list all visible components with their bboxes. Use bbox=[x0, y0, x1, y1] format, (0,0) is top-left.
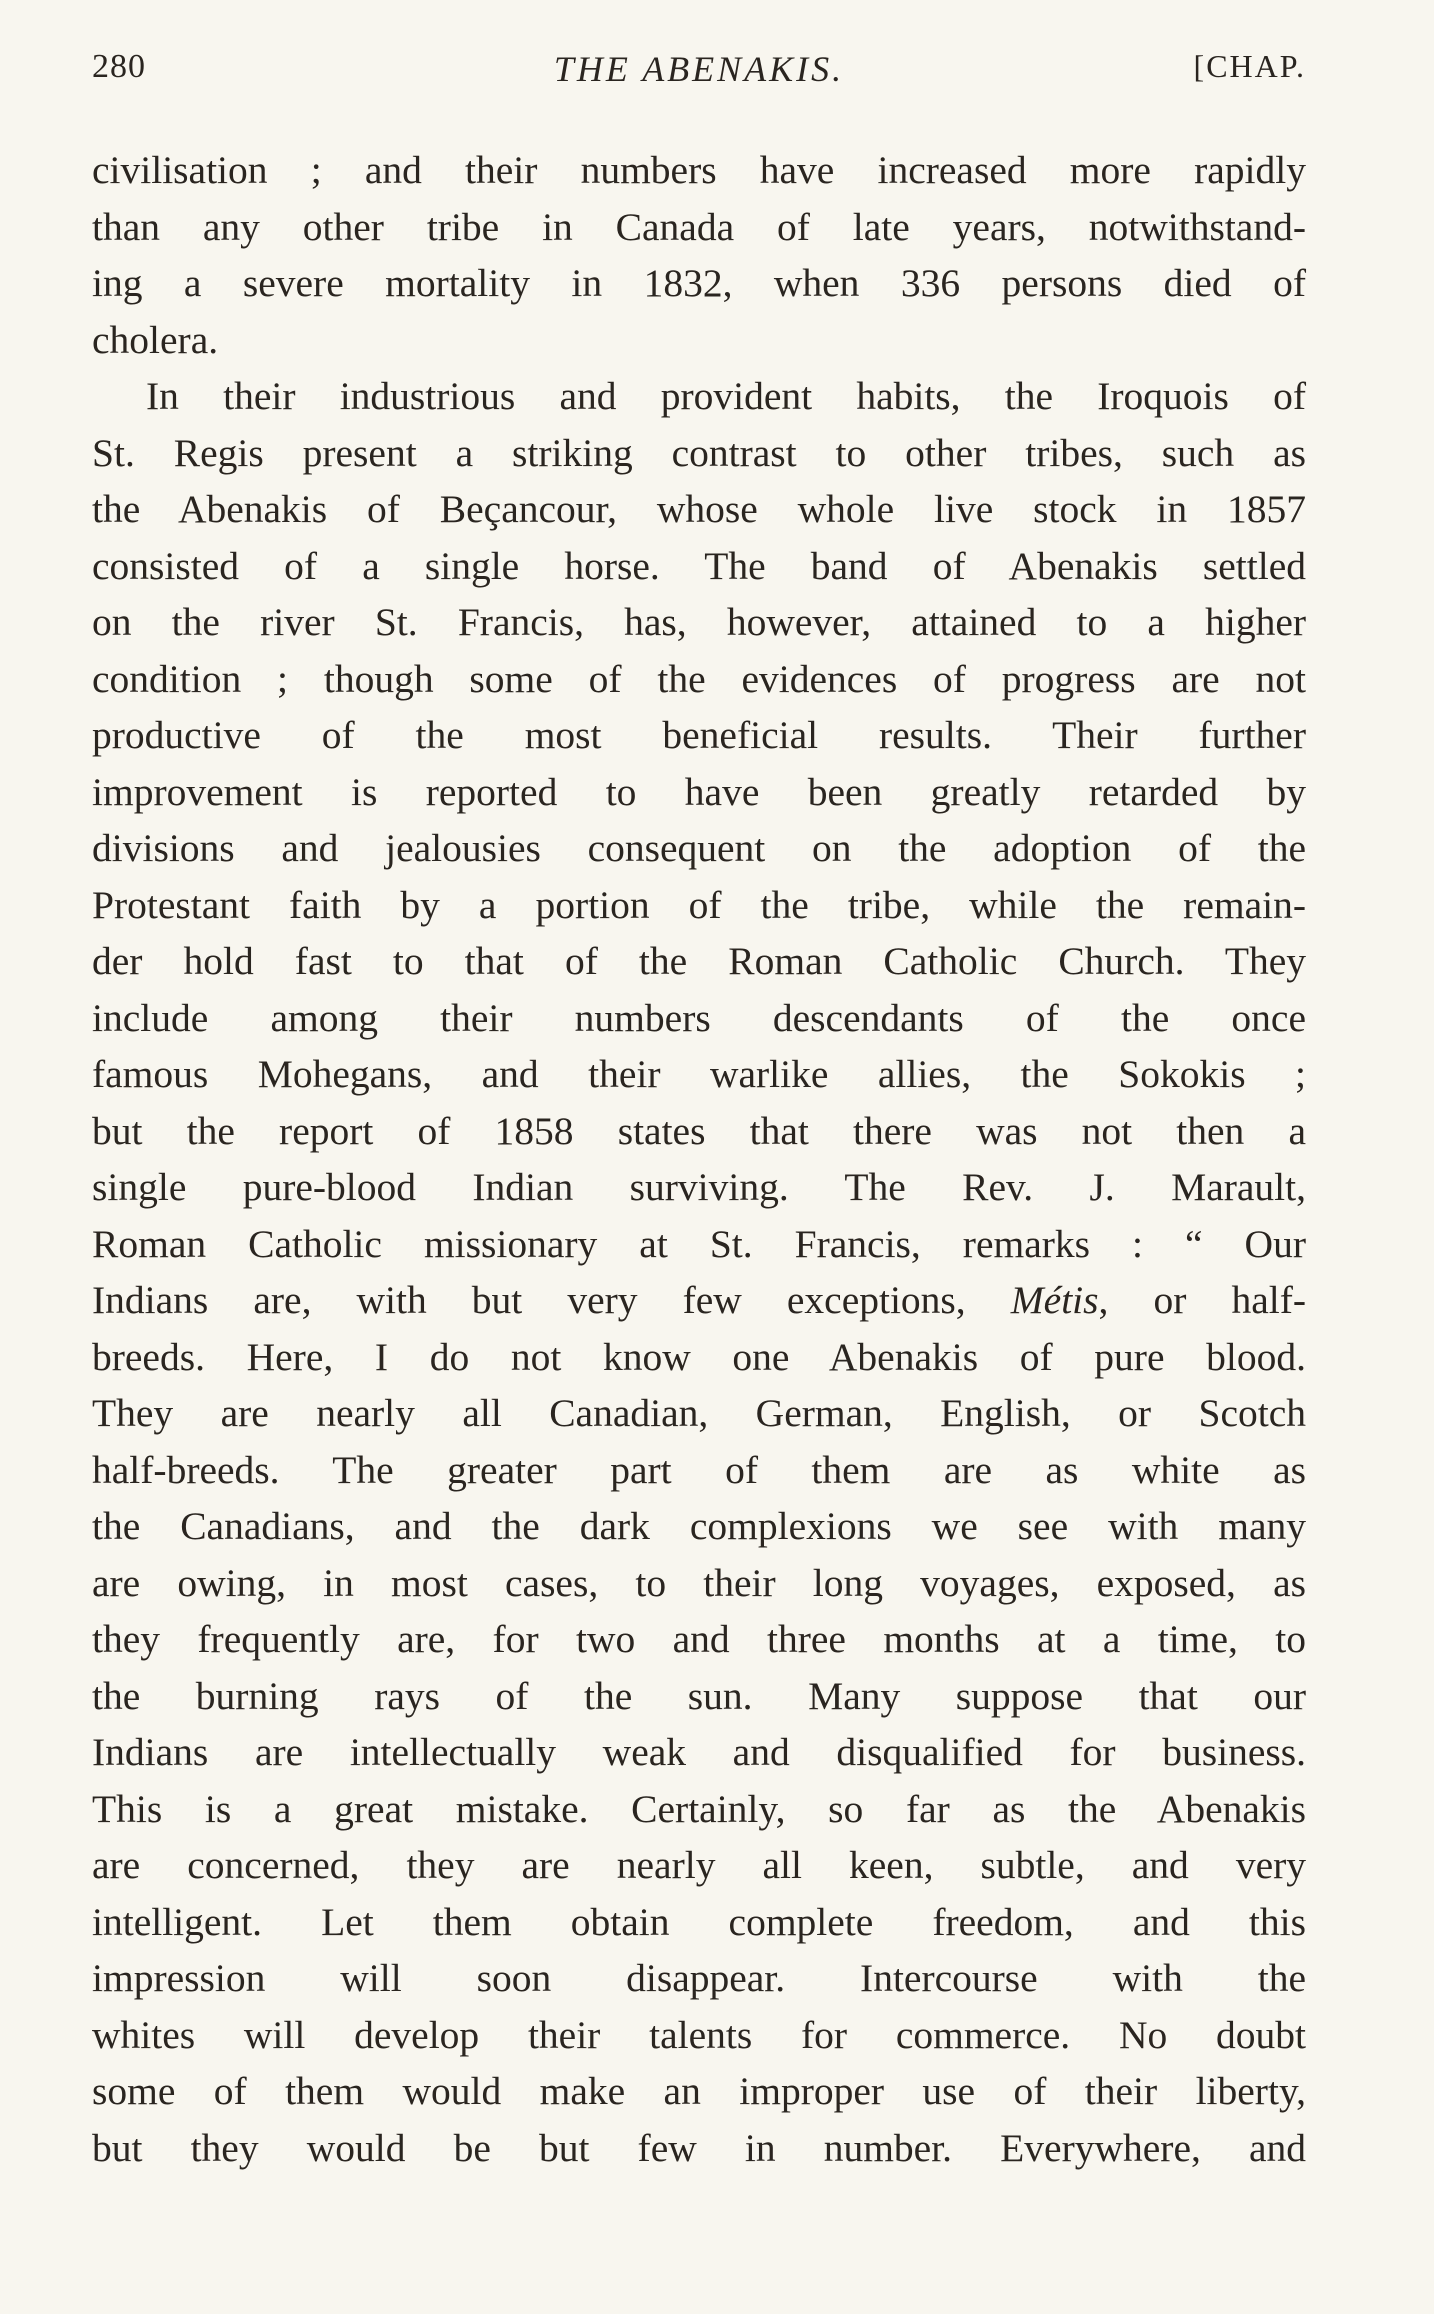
paragraph-start-line: In their industrious and provident habits, the Iroquois of bbox=[146, 374, 1306, 418]
text-line: than any other tribe in Canada of late years, notwithstand- bbox=[92, 204, 1306, 249]
text-line: the burning rays of the sun. Many suppose that our bbox=[92, 1673, 1306, 1718]
text-segment: Indians are, with but very few exceptions, bbox=[92, 1278, 966, 1322]
text-line: cholera. bbox=[92, 317, 219, 362]
text-line: They are nearly all Canadian, German, English, or Scotch bbox=[92, 1391, 1306, 1435]
text-line: but the report of 1858 states that there was not then a bbox=[92, 1108, 1306, 1153]
text-line: some of them would make an improper use of their liberty, bbox=[92, 2069, 1306, 2113]
text-line: Protestant faith by a portion of the tribe, while the remain- bbox=[92, 882, 1306, 927]
text-line: on the river St. Francis, has, however, attained to a higher bbox=[92, 600, 1306, 644]
text-line: civilisation ; and their numbers have increased more rapidly bbox=[92, 148, 1306, 192]
text-line: This is a great mistake. Certainly, so far as the Abenakis bbox=[92, 1786, 1306, 1831]
text-line: the Canadians, and the dark complexions we see with many bbox=[92, 1504, 1306, 1548]
text-line: divisions and jealousies consequent on the adoption of the bbox=[92, 826, 1306, 870]
text-line: der hold fast to that of the Roman Catholic Church. They bbox=[92, 939, 1306, 983]
text-segment: , or half- bbox=[1098, 1278, 1307, 1322]
text-line-with-italic bbox=[92, 1272, 1306, 1329]
text-line: include among their numbers descendants of the once bbox=[92, 995, 1306, 1040]
text-line: St. Regis present a striking contrast to other tribes, such as bbox=[92, 430, 1306, 475]
text-line: ing a severe mortality in 1832, when 336 persons died of bbox=[92, 261, 1306, 305]
text-line: impression will soon disappear. Intercourse with the bbox=[92, 1956, 1306, 2000]
running-title: THE ABENAKIS. bbox=[553, 49, 845, 89]
body-text bbox=[92, 142, 1306, 2176]
text-line: are concerned, they are nearly all keen, subtle, and very bbox=[92, 1843, 1306, 1887]
page-number: 280 bbox=[92, 48, 146, 85]
text-line: famous Mohegans, and their warlike allies, the Sokokis ; bbox=[92, 1052, 1306, 1096]
text-line: condition ; though some of the evidences of progress are not bbox=[92, 656, 1306, 701]
text-line: Roman Catholic missionary at St. Francis, remarks : “ Our bbox=[92, 1221, 1306, 1266]
text-line: the Abenakis of Beçancour, whose whole live stock in 1857 bbox=[92, 487, 1306, 531]
text-line: productive of the most beneficial results. Their further bbox=[92, 713, 1306, 757]
text-line: Indians are intellectually weak and disqualified for business. bbox=[92, 1730, 1306, 1774]
text-line: consisted of a single horse. The band of Abenakis settled bbox=[92, 543, 1306, 588]
text-line: are owing, in most cases, to their long voyages, exposed, as bbox=[92, 1560, 1306, 1605]
text-line: breeds. Here, I do not know one Abenakis of pure blood. bbox=[92, 1334, 1306, 1379]
text-line: intelligent. Let them obtain complete freedom, and this bbox=[92, 1899, 1306, 1944]
running-head bbox=[92, 48, 1306, 98]
text-line: but they would be but few in number. Everywhere, and bbox=[92, 2125, 1306, 2170]
text-line: they frequently are, for two and three months at a time, to bbox=[92, 1617, 1306, 1661]
text-line: half-breeds. The greater part of them are as white as bbox=[92, 1447, 1306, 1492]
text-line: whites will develop their talents for commerce. No doubt bbox=[92, 2012, 1306, 2057]
text-line: improvement is reported to have been greatly retarded by bbox=[92, 769, 1306, 814]
text-line: single pure-blood Indian surviving. The Rev. J. Marault, bbox=[92, 1165, 1306, 1209]
italic-term-metis: Métis bbox=[1010, 1278, 1099, 1322]
chapter-label: [CHAP. bbox=[1193, 48, 1306, 84]
